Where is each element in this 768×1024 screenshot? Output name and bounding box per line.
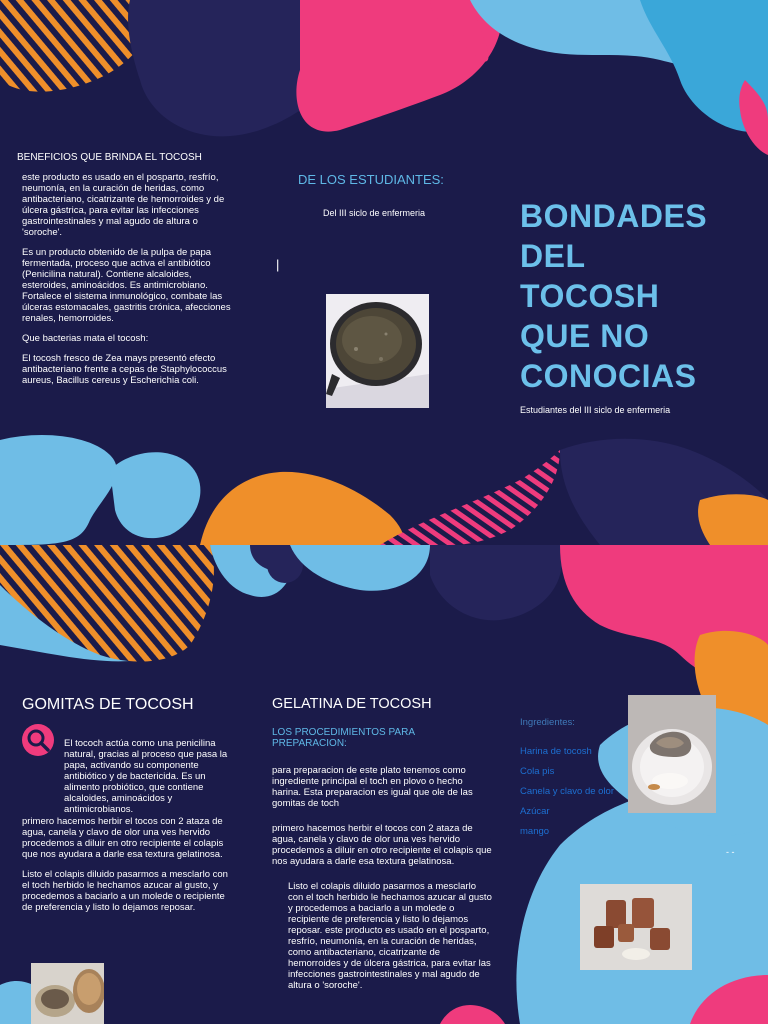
benefits-paragraph: este producto es usado en el posparto, resfrío, neumonía, en la curación de heridas, como antibacteriano, cicatrizante de hemorroides y de úlcera gástrica, para evitar las infecciones gastrointestinales y mal agudo de altura o 'soroche'. <box>22 172 225 238</box>
gelatina-photo <box>580 884 692 970</box>
dash-mark: - - <box>726 847 735 857</box>
tocosh-pot-photo <box>326 294 429 408</box>
cover-subtitle: Estudiantes del III siclo de enfermeria <box>520 405 671 415</box>
ingredient-item: Harina de tocosh <box>520 746 592 757</box>
procedures-heading: LOS PROCEDIMIENTOS PARA PREPARACION: <box>272 727 415 749</box>
benefits-paragraph: El tocosh fresco de Zea mays presentó efecto antibacteriano frente a cepas de Staphylococcus aureus, Bacillus cereus y Escherichia coli. <box>22 353 227 386</box>
students-subtitle: Del III siclo de enfermeria <box>323 208 426 218</box>
gomitas-paragraph: Listo el colapis diluido pasarmos a mesclarlo con el toch herbido le hechamos azucar al gusto, y procedemos a baciarlo a un molede o recipiente de preferencia y listo lo dejamos reposar. <box>22 869 228 913</box>
cover-title-line: BONDADES <box>520 198 708 234</box>
cover-title-line: CONOCIAS <box>520 358 697 394</box>
cover-title-line: QUE NO <box>520 318 650 354</box>
cover-title-line: DEL <box>520 238 586 274</box>
gomitas-photo <box>31 963 104 1024</box>
ingredients-heading: Ingredientes: <box>520 717 575 728</box>
benefits-text <box>22 172 234 395</box>
gelatina-paragraph: para preparacion de este plato tenemos como ingrediente principal el toch en plovo o hecho harina. Esta preparacion es igual que ole de las gomitas de toch <box>272 765 473 809</box>
benefits-heading: BENEFICIOS QUE BRINDA EL TOCOSH <box>17 152 202 163</box>
gomitas-text <box>22 816 232 922</box>
search-icon <box>22 724 54 756</box>
gelatina-paragraph: Listo el colapis diluido pasarmos a mesclarlo con el toch herbido le hechamos azucar al gusto y procedemos a baciarlo a un molede o recipiente de preferencia y listo lo dejamos reposar. este producto es usado en el posparto, resfrío, neumonía, en la curación de heridas, como antibacteriano, cicatrizante de hemorroides y de úlcera gástrica, para evitar las infecciones gastrointestinales y mal agudo de altura o 'soroche'. <box>288 881 492 991</box>
ingredient-item: mango <box>520 826 550 837</box>
ingredients-list <box>520 742 614 842</box>
brochure-inside-panel <box>0 545 768 1024</box>
benefits-paragraph: Es un producto obtenido de la pulpa de papa fermentada, proceso que activa el antibiótico (Penicilina natural). Contiene alcaloides, esteroides, aminoácidos. Es antimicrobiano. Fortalece el sistema inmunológico, combate las úlceras estomacales, gastritis crónica, afecciones renales, hemorroides. <box>22 247 231 324</box>
gelatina-paragraph: primero hacemos herbir el tocos con 2 ataza de agua, canela y clavo de olor una ves hervido procedemos a diluir en otro recipiente el colapis que nos ayudara a darle esa textura gelatinosa. <box>272 823 492 867</box>
cover-title-line: TOCOSH <box>520 278 660 314</box>
gelatina-title: GELATINA DE TOCOSH <box>272 696 432 712</box>
gomitas-intro <box>64 738 232 815</box>
gomitas-paragraph: El tococh actúa como una penicilina natural, gracias al proceso que pasa la papa, activando su componente antibiótico y de bactericida. Es un alimento probiótico, que contiene alcaloides, aminoácidos y antimicrobianos. <box>64 738 228 815</box>
gomitas-paragraph: primero hacemos herbir el tocos con 2 ataza de agua, canela y clavo de olor una ves hervido procedemos a diluir en otro recipiente el colapis que nos ayudara a darle esa textura gelatinosa. <box>22 816 224 860</box>
gomitas-title: GOMITAS DE TOCOSH <box>22 696 194 713</box>
benefits-paragraph: Que bacterias mata el tocosh: <box>22 333 149 344</box>
gelatina-text <box>272 765 492 1000</box>
students-heading: DE LOS ESTUDIANTES: <box>298 172 444 187</box>
ingredient-item: Canela y clavo de olor <box>520 786 614 797</box>
ingredients-photo <box>628 695 716 813</box>
text-cursor: | <box>276 257 280 272</box>
cover-title <box>520 196 760 396</box>
ingredient-item: Azúcar <box>520 806 550 817</box>
ingredient-item: Cola pis <box>520 766 555 777</box>
